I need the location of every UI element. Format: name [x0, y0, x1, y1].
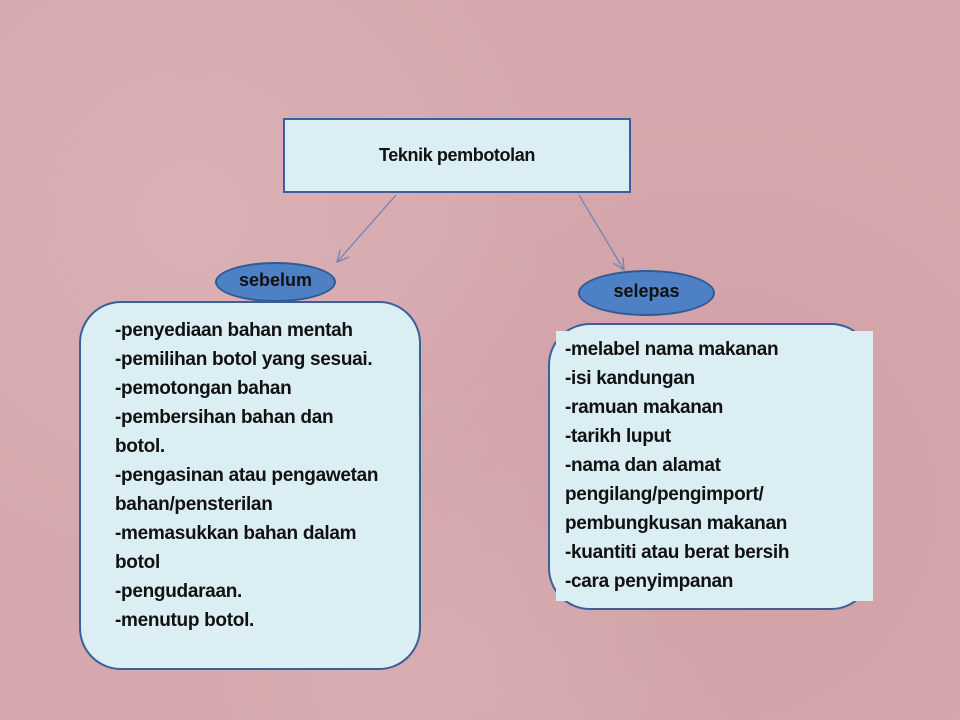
list-item: pengilang/pengimport/ — [565, 484, 764, 505]
list-item: botol. — [115, 436, 165, 457]
arrow-to-sebelum — [337, 195, 396, 262]
list-item: -nama dan alamat — [565, 455, 721, 476]
list-item: -pengudaraan. — [115, 581, 243, 602]
diagram-title: Teknik pembotolan — [379, 145, 535, 165]
list-item: -isi kandungan — [565, 368, 695, 389]
selepas-list — [556, 331, 873, 596]
sebelum-oval — [215, 262, 336, 302]
list-item: botol — [115, 552, 160, 573]
list-item: -cara penyimpanan — [565, 571, 734, 592]
title-box — [283, 118, 631, 193]
arrow-to-selepas — [579, 195, 624, 270]
list-item: -penyediaan bahan mentah — [115, 320, 353, 341]
list-item: -pemotongan bahan — [115, 378, 292, 399]
list-item: -kuantiti atau berat bersih — [565, 542, 790, 563]
list-item: -pembersihan bahan dan — [115, 407, 334, 428]
list-item: -melabel nama makanan — [565, 339, 779, 360]
selepas-label: selepas — [613, 280, 680, 301]
sebelum-label: sebelum — [238, 269, 313, 290]
list-item: -pemilihan botol yang sesuai. — [115, 349, 373, 370]
selepas-text-panel — [556, 331, 873, 601]
list-item: bahan/pensterilan — [115, 494, 273, 515]
sebelum-list — [115, 316, 419, 635]
list-item: -memasukkan bahan dalam — [115, 523, 357, 544]
list-item: -ramuan makanan — [565, 397, 724, 418]
sebelum-box — [79, 301, 421, 670]
list-item: -pengasinan atau pengawetan — [115, 465, 379, 486]
selepas-oval — [578, 270, 715, 316]
list-item: -tarikh luput — [565, 426, 671, 447]
list-item: -menutup botol. — [115, 610, 255, 631]
list-item: pembungkusan makanan — [565, 513, 788, 534]
